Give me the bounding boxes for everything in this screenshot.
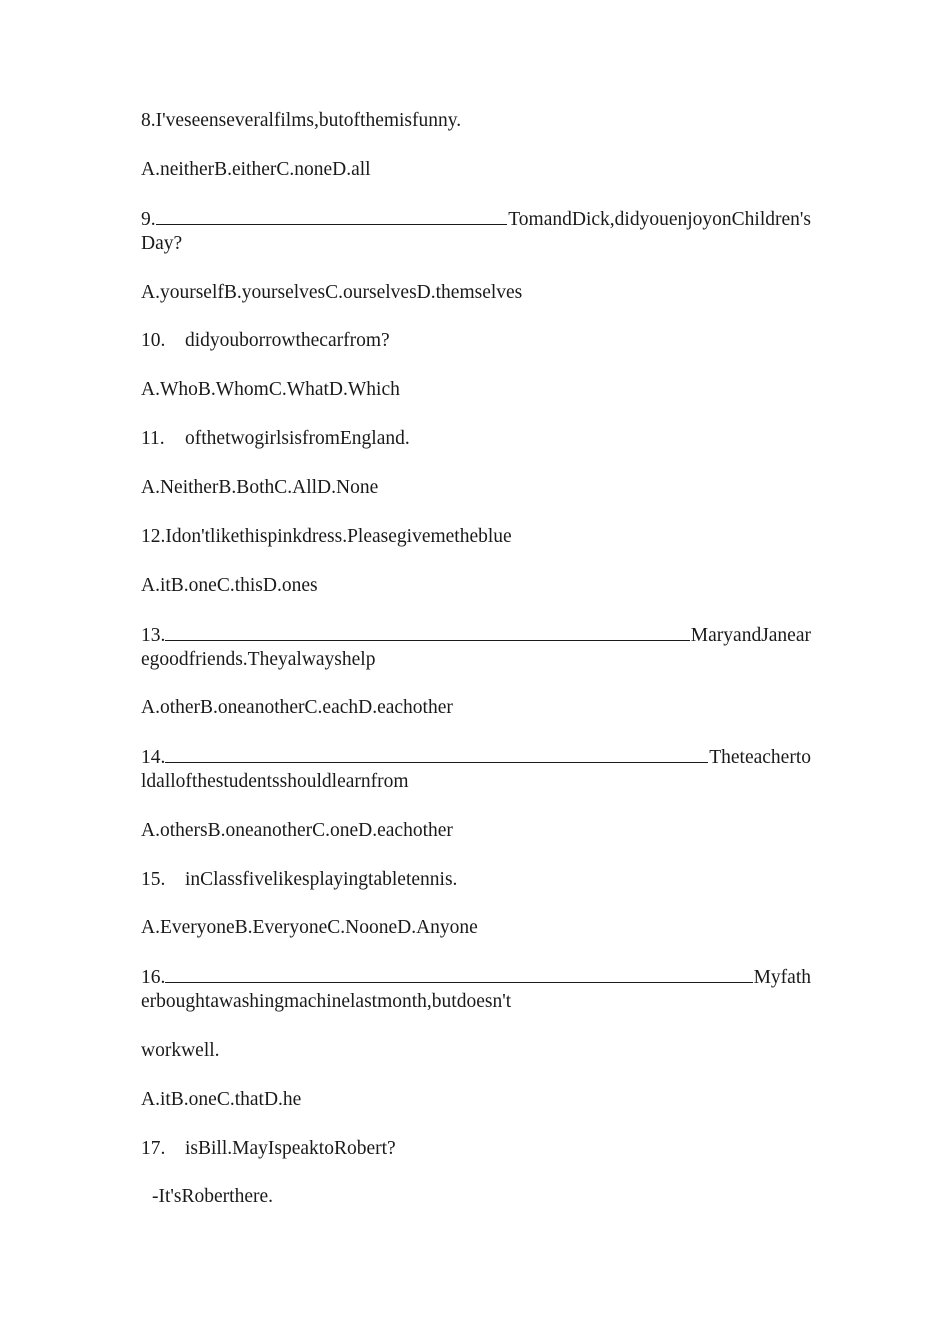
question-9-options: A.yourselfB.yourselvesC.ourselvesD.themselves [141,282,523,303]
question-15 [141,868,457,892]
question-10-options: A.WhoB.WhomC.WhatD.Which [141,379,400,400]
question-16-number: 16. [141,967,166,988]
question-16-options: A.itB.oneC.thatD.he [141,1089,302,1110]
question-17-number: 17. [141,1138,166,1159]
question-14-stem: Theteacherto [709,747,811,768]
question-9-number: 9. [141,209,156,230]
question-9-stem: TomandDick,didyouenjoyonChildren's [508,209,811,230]
question-11-stem: ofthetwogirlsisfromEngland. [185,428,410,449]
answer-blank [165,965,752,983]
question-14-options: A.othersB.oneanotherC.oneD.eachother [141,820,453,841]
question-15-number: 15. [141,869,166,890]
question-13-number: 13. [141,625,166,646]
question-14-continuation: ldallofthestudentsshouldlearnfrom [141,771,409,792]
question-16 [141,965,811,1014]
answer-blank [156,207,508,225]
answer-blank [165,745,708,763]
question-17-answer: -It'sRoberthere. [152,1186,274,1207]
question-12: 12.Idon'tlikethispinkdress.Pleasegivemetheblue [141,526,512,547]
question-13-continuation: egoodfriends.Theyalwayshelp [141,649,376,670]
question-14 [141,745,811,794]
question-10-stem: didyouborrowthecarfrom? [185,330,390,351]
question-10 [141,329,390,353]
question-11-number: 11. [141,428,165,449]
question-16-continuation-2: workwell. [141,1040,220,1061]
question-14-number: 14. [141,747,166,768]
question-17-stem: isBill.MayIspeaktoRobert? [185,1138,396,1159]
question-16-stem: Myfath [753,967,811,988]
question-13-options: A.otherB.oneanotherC.eachD.eachother [141,697,453,718]
question-9-continuation: Day? [141,233,183,254]
question-11-options: A.NeitherB.BothC.AllD.None [141,477,379,498]
question-13-stem: MaryandJanear [690,625,811,646]
question-16-continuation: erboughtawashingmachinelastmonth,butdoesn't [141,991,512,1012]
question-9 [141,207,811,256]
question-11 [141,427,410,451]
answer-blank [165,623,689,641]
question-15-stem: inClassfivelikesplayingtabletennis. [185,869,458,890]
question-13 [141,623,811,672]
question-17 [141,1137,396,1161]
question-8: 8.I'veseenseveralfilms,butofthemisfunny. [141,110,462,131]
question-12-options: A.itB.oneC.thisD.ones [141,575,318,596]
question-8-options: A.neitherB.eitherC.noneD.all [141,159,371,180]
question-15-options: A.EveryoneB.EveryoneC.NooneD.Anyone [141,917,478,938]
question-10-number: 10. [141,330,166,351]
